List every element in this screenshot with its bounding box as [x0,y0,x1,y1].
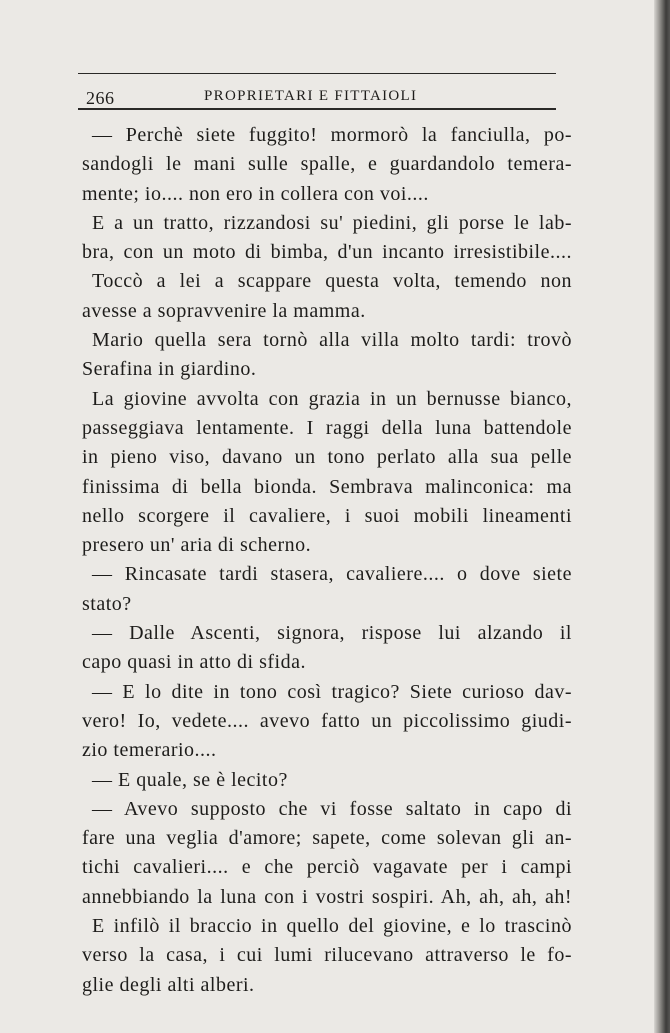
text-line: — Perchè siete fuggito! mormorò la fanciulla, po- [92,124,572,146]
text-line: nello scorgere il cavaliere, i suoi mobili lineamenti [82,504,572,527]
page-edge-shadow [654,0,670,1033]
text-line: — Dalle Ascenti, signora, rispose lui alzando il [92,622,572,645]
text-line: — Avevo supposto che vi fosse saltato in capo di [92,797,572,820]
text-line: bra, con un moto di bimba, d'un incanto irresistibile.... [82,241,572,264]
text-line: sandogli le mani sulle spalle, e guardandolo temera- [82,153,572,176]
text-line: Toccò a lei a scappare questa volta, temendo non [92,270,572,293]
text-line: stato? [82,592,132,615]
text-line: — Rincasate tardi stasera, cavaliere.... o dove siete [92,563,572,586]
text-line: E infilò il braccio in quello del giovine, e lo trascinò [92,915,572,938]
text-line: presero un' aria di scherno. [82,534,312,557]
header-rule-top [78,73,556,74]
text-line: glie degli alti alberi. [82,973,255,996]
text-line: capo quasi in atto di sfida. [82,651,306,674]
text-line: in pieno viso, davano un tono perlato alla sua pelle [82,446,572,469]
text-line: La giovine avvolta con grazia in un bernusse bianco, [92,387,572,410]
text-line: vero! Io, vedete.... avevo fatto un piccolissimo giudi- [82,709,572,732]
text-line: annebbiando la luna con i vostri sospiri. Ah, ah, ah, ah! [82,885,572,908]
text-line: Mario quella sera tornò alla villa molto tardi: trovò [92,329,572,352]
header-rule-bottom [78,108,556,110]
text-line: finissima di bella bionda. Sembrava malinconica: ma [82,475,572,498]
text-line: — E quale, se è lecito? [92,768,288,791]
text-line: avesse a sopravvenire la mamma. [82,299,366,322]
text-line: Serafina in giardino. [82,358,257,381]
text-line: verso la casa, i cui lumi rilucevano attraverso le fo- [82,944,572,967]
text-line: fare una veglia d'amore; sapete, come solevan gli an- [82,827,572,850]
text-line: E a un tratto, rizzandosi su' piedini, gli porse le lab- [92,211,572,234]
text-line: tichi cavalieri.... e che perciò vagavate per i campi [82,856,572,879]
text-line: — E lo dite in tono così tragico? Siete curioso dav- [92,680,572,703]
text-line: passeggiava lentamente. I raggi della luna battendole [82,416,572,439]
body-text [82,121,572,1000]
running-head [86,84,552,106]
running-title: PROPRIETARI E FITTAIOLI [204,88,418,104]
text-line: mente; io.... non ero in collera con voi.... [82,182,429,205]
page-number: 266 [86,88,115,108]
text-line: zio temerario.... [82,739,217,762]
